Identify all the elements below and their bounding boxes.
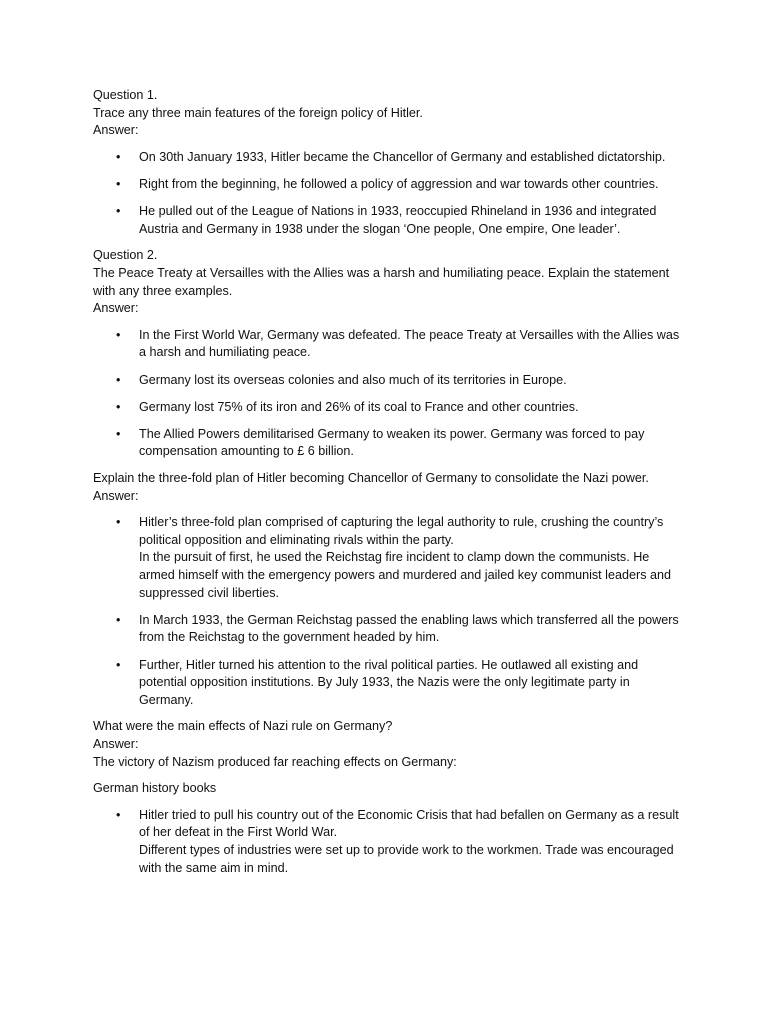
list-item xyxy=(93,612,680,647)
question-4-text: What were the main effects of Nazi rule on Germany? xyxy=(93,719,393,734)
question-4-intro: The victory of Nazism produced far reaching effects on Germany: xyxy=(93,754,457,769)
list-item xyxy=(93,807,680,877)
question-3-section xyxy=(93,470,680,709)
list-item-text: On 30th January 1933, Hitler became the Chancellor of Germany and established dictatorship. xyxy=(139,149,666,164)
question-2-text: The Peace Treaty at Versailles with the Allies was a harsh and humiliating peace. Explain the statement with any three examples. xyxy=(93,265,673,298)
question-1-text: Trace any three main features of the foreign policy of Hitler. xyxy=(93,105,423,120)
question-2-answer-label: Answer: xyxy=(93,301,139,316)
question-4-answer-list xyxy=(93,807,680,877)
question-1-heading: Question 1. xyxy=(93,88,158,102)
list-item xyxy=(93,203,680,238)
list-item-text: The Allied Powers demilitarised Germany to weaken its power. Germany was forced to pay compensation amounting to £ 6 billion. xyxy=(139,426,645,459)
question-2-section xyxy=(93,247,680,461)
bullet-icon: • xyxy=(116,327,121,342)
bullet-icon: • xyxy=(116,807,121,822)
question-3-answer-list xyxy=(93,514,680,709)
bullet-icon: • xyxy=(116,176,121,191)
list-item xyxy=(93,657,680,710)
question-1-section xyxy=(93,87,680,238)
list-item-text: He pulled out of the League of Nations in 1933, reoccupied Rhineland in 1936 and integrated Austria and Germany in 1938 under the slogan ‘One people, One empire, One leader’. xyxy=(139,204,657,236)
question-4-section xyxy=(93,718,680,877)
list-item xyxy=(93,176,680,194)
list-item xyxy=(93,514,680,602)
bullet-icon: • xyxy=(116,372,121,387)
list-item xyxy=(93,327,680,362)
question-2-answer-list xyxy=(93,327,680,461)
question-4-subheading: German history books xyxy=(93,781,217,796)
bullet-icon: • xyxy=(116,399,121,414)
bullet-icon: • xyxy=(116,515,121,530)
list-item xyxy=(93,149,680,167)
question-3-answer-label: Answer: xyxy=(93,488,139,503)
list-item-text: Right from the beginning, he followed a policy of aggression and war towards other countries. xyxy=(139,176,659,191)
question-1-answer-list xyxy=(93,149,680,239)
list-item xyxy=(93,399,680,417)
list-item-text: Germany lost its overseas colonies and also much of its territories in Europe. xyxy=(139,372,567,387)
list-item-text: Hitler tried to pull his country out of the Economic Crisis that had befallen on Germany as a result of her defeat in the First World War. xyxy=(139,807,679,840)
bullet-icon: • xyxy=(116,612,121,627)
bullet-icon: • xyxy=(116,657,121,672)
list-item-text: Hitler’s three-fold plan comprised of capturing the legal authority to rule, crushing the country’s political opposition and eliminating rivals within the party. xyxy=(139,515,664,547)
bullet-icon: • xyxy=(116,204,121,219)
list-item-text: Further, Hitler turned his attention to the rival political parties. He outlawed all existing and potential opposition institutions. By July 1933, the Nazis were the only legitimate party in Germany. xyxy=(139,657,639,707)
question-3-text: Explain the three-fold plan of Hitler becoming Chancellor of Germany to consolidate the Nazi power. xyxy=(93,471,649,486)
question-2-heading: Question 2. xyxy=(93,248,158,263)
list-item-text: In March 1933, the German Reichstag passed the enabling laws which transferred all the powers from the Reichstag to the government headed by him. xyxy=(139,612,679,645)
bullet-icon: • xyxy=(116,149,121,164)
list-item-continuation: Different types of industries were set up to provide work to the workmen. Trade was encouraged with the same aim in mind. xyxy=(139,842,674,875)
list-item xyxy=(93,426,680,461)
question-4-answer-label: Answer: xyxy=(93,736,139,751)
list-item xyxy=(93,372,680,390)
list-item-continuation: In the pursuit of first, he used the Reichstag fire incident to clamp down the communists. He armed himself with the emergency powers and murdered and jailed key communist leaders and suppressed civil liberties. xyxy=(139,550,671,600)
list-item-text: In the First World War, Germany was defeated. The peace Treaty at Versailles with the Allies was a harsh and humiliating peace. xyxy=(139,327,680,360)
bullet-icon: • xyxy=(116,426,121,441)
question-1-answer-label: Answer: xyxy=(93,123,139,138)
list-item-text: Germany lost 75% of its iron and 26% of its coal to France and other countries. xyxy=(139,399,579,414)
